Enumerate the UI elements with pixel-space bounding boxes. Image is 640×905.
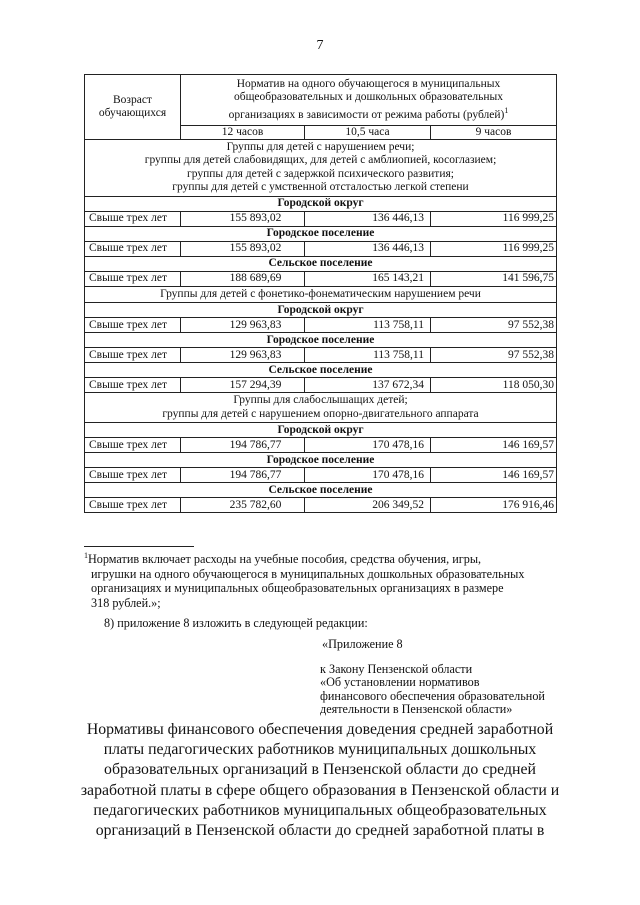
footnote-line: 318 рублей.»; xyxy=(91,596,161,611)
normatives-table xyxy=(84,74,557,513)
section-heading xyxy=(80,720,560,841)
footnote-line xyxy=(84,549,560,567)
group-title-row xyxy=(85,393,557,423)
region-row xyxy=(85,453,557,468)
age-cell: Свыше трех лет xyxy=(85,271,181,286)
appendix-reference xyxy=(320,663,570,716)
region-row xyxy=(85,196,557,211)
group-title-line: Группы для детей с фонетико-фонематическим нарушением речи xyxy=(160,287,481,300)
table-row xyxy=(85,348,557,363)
normative-header-line: общеобразовательных и дошкольных образовательных xyxy=(233,91,504,103)
value-cell: 170 478,16 xyxy=(305,438,431,453)
group-title-line: группы для детей с умственной отсталостью легкой степени xyxy=(172,181,469,194)
region-title: Сельское поселение xyxy=(85,363,557,378)
age-cell: Свыше трех лет xyxy=(85,378,181,393)
hours-header-9: 9 часов xyxy=(431,125,557,139)
value-cell: 136 446,13 xyxy=(305,241,431,256)
value-cell: 170 478,16 xyxy=(305,468,431,483)
region-row xyxy=(85,483,557,498)
appendix-title: «Приложение 8 xyxy=(322,637,403,651)
value-cell: 97 552,38 xyxy=(431,318,557,333)
table-row xyxy=(85,211,557,226)
value-cell: 157 294,39 xyxy=(181,378,305,393)
heading-line: заработной платы в сфере общего образования в Пензенской области и xyxy=(80,781,560,799)
normative-column-header xyxy=(181,75,557,126)
group-title-line: группы для детей слабовидящих, для детей с амблиопией, косоглазием; xyxy=(144,154,497,167)
value-cell: 129 963,83 xyxy=(181,318,305,333)
table-row xyxy=(85,271,557,286)
value-cell: 194 786,77 xyxy=(181,468,305,483)
value-cell: 116 999,25 xyxy=(431,241,557,256)
footnote-line: игрушки на одного обучающегося в муниципальных дошкольных образовательных xyxy=(91,566,525,581)
value-cell: 137 672,34 xyxy=(305,378,431,393)
table-row xyxy=(85,241,557,256)
region-title: Городской округ xyxy=(85,423,557,438)
value-cell: 141 596,75 xyxy=(431,271,557,286)
value-cell: 146 169,57 xyxy=(431,468,557,483)
value-cell: 146 169,57 xyxy=(431,438,557,453)
value-cell: 194 786,77 xyxy=(181,438,305,453)
age-cell: Свыше трех лет xyxy=(85,348,181,363)
value-cell: 129 963,83 xyxy=(181,348,305,363)
group-title-line: Группы для слабослышащих детей; xyxy=(233,394,408,407)
heading-line: Нормативы финансового обеспечения доведения средней заработной xyxy=(86,721,554,738)
age-cell: Свыше трех лет xyxy=(85,498,181,513)
value-cell: 113 758,11 xyxy=(305,318,431,333)
group-title-line: группы для детей с задержкой психического развития; xyxy=(187,167,454,180)
page-number: 7 xyxy=(316,38,324,53)
table-row xyxy=(85,378,557,393)
region-row xyxy=(85,423,557,438)
region-row xyxy=(85,363,557,378)
appendix-line: «Об установлении нормативов xyxy=(320,675,480,690)
group-title-line: Группы для детей с нарушением речи; xyxy=(226,140,415,153)
heading-line: педагогических работников муниципальных общеобразовательных xyxy=(93,801,547,819)
age-cell: Свыше трех лет xyxy=(85,438,181,453)
appendix-line: к Закону Пензенской области xyxy=(320,662,473,676)
table-row xyxy=(85,468,557,483)
region-title: Городской округ xyxy=(85,196,557,211)
footnote-marker: 1 xyxy=(84,551,88,560)
age-cell: Свыше трех лет xyxy=(85,468,181,483)
normative-header-line xyxy=(185,104,552,122)
appendix-line: деятельности в Пензенской области» xyxy=(320,701,513,716)
table-header-row xyxy=(85,75,557,126)
value-cell: 206 349,52 xyxy=(305,498,431,513)
group-title-row xyxy=(85,139,557,196)
table-row xyxy=(85,318,557,333)
appendix-line: финансового обеспечения образовательной xyxy=(320,688,545,703)
value-cell: 97 552,38 xyxy=(431,348,557,363)
group-title xyxy=(85,393,557,423)
value-cell: 188 689,69 xyxy=(181,271,305,286)
heading-line: платы педагогических работников муниципальных дошкольных xyxy=(103,741,537,759)
hours-header-12: 12 часов xyxy=(181,125,305,139)
region-title: Сельское поселение xyxy=(85,256,557,271)
age-cell: Свыше трех лет xyxy=(85,241,181,256)
normative-header-text: организациях в зависимости от режима работы (рублей) xyxy=(228,108,505,121)
footnote-divider xyxy=(84,546,194,547)
region-row xyxy=(85,226,557,241)
heading-line: образовательных организаций в Пензенской области до средней xyxy=(104,761,536,779)
age-cell: Свыше трех лет xyxy=(85,318,181,333)
table-row xyxy=(85,438,557,453)
value-cell: 155 893,02 xyxy=(181,211,305,226)
region-title: Городской округ xyxy=(85,303,557,318)
age-column-header xyxy=(85,75,181,140)
footnote-line: организациях и муниципальных общеобразовательных организациях в размере xyxy=(91,581,504,596)
region-title: Городское поселение xyxy=(85,333,557,348)
group-title-row xyxy=(85,286,557,303)
region-title: Сельское поселение xyxy=(85,483,557,498)
region-title: Городское поселение xyxy=(85,226,557,241)
age-header-line: обучающихся xyxy=(98,106,167,119)
group-title xyxy=(85,139,557,196)
value-cell: 176 916,46 xyxy=(431,498,557,513)
footnote-marker: 1 xyxy=(504,106,509,115)
normative-header-line: Норматив на одного обучающегося в муниципальных xyxy=(236,78,501,90)
region-row xyxy=(85,256,557,271)
region-row xyxy=(85,303,557,318)
heading-line: организаций в Пензенской области до средней заработной платы в xyxy=(95,822,545,840)
region-row xyxy=(85,333,557,348)
value-cell: 116 999,25 xyxy=(431,211,557,226)
table-row xyxy=(85,498,557,513)
value-cell: 118 050,30 xyxy=(431,378,557,393)
hours-header-10-5: 10,5 часа xyxy=(305,125,431,139)
footnote xyxy=(84,549,560,611)
value-cell: 113 758,11 xyxy=(305,348,431,363)
value-cell: 165 143,21 xyxy=(305,271,431,286)
amendment-item: 8) приложение 8 изложить в следующей редакции: xyxy=(104,616,368,630)
region-title: Городское поселение xyxy=(85,453,557,468)
age-header-line: Возраст xyxy=(113,93,152,106)
group-title-line: группы для детей с нарушением опорно-двигательного аппарата xyxy=(162,407,479,420)
value-cell: 155 893,02 xyxy=(181,241,305,256)
footnote-text: Норматив включает расходы на учебные пособия, средства обучения, игры, xyxy=(88,552,482,567)
value-cell: 136 446,13 xyxy=(305,211,431,226)
value-cell: 235 782,60 xyxy=(181,498,305,513)
age-cell: Свыше трех лет xyxy=(85,211,181,226)
group-title xyxy=(85,286,557,303)
